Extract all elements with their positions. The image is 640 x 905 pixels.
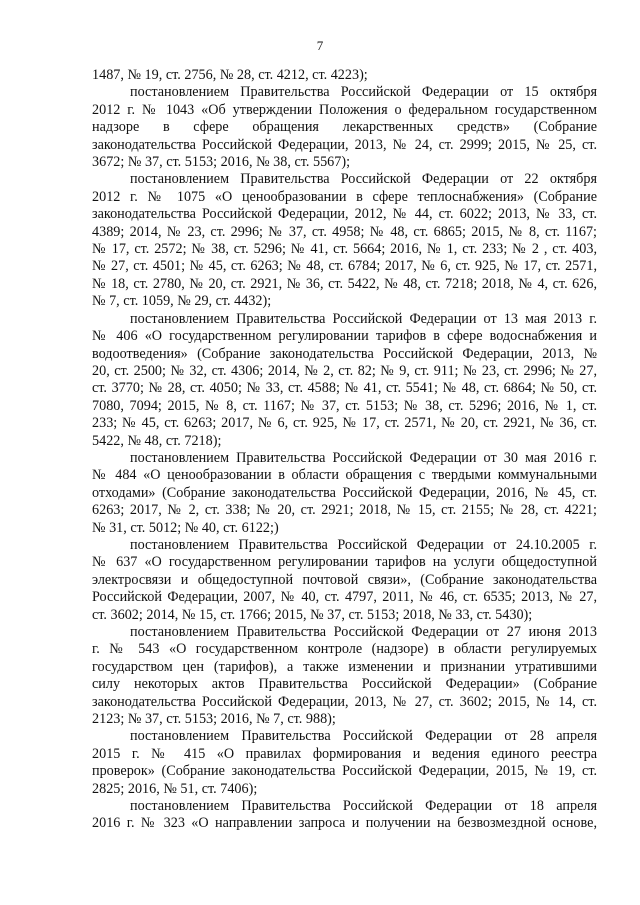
paragraph bbox=[92, 311, 597, 450]
text-line: водоотведения» (Собрание законодательства Российской Федерации, 2013, № bbox=[92, 345, 597, 362]
text-line: 2012 г. № 1043 «Об утверждении Положения о федеральном государственном bbox=[92, 101, 597, 118]
text-line: 2825; 2016, № 51, ст. 7406); bbox=[92, 780, 258, 797]
paragraph bbox=[92, 450, 597, 537]
text-line: 233; № 45, ст. 6263; 2017, № 6, ст. 925, № 17, ст. 2571, № 20, ст. 2921, № 36, ст. bbox=[92, 415, 597, 432]
text-line: № 17, ст. 2572; № 38, ст. 5296; № 41, ст. 5664; 2016, № 1, ст. 233; № 2 , ст. 403, bbox=[92, 241, 597, 258]
text-line: силу некоторых актов Правительства Российской Федерации» (Собрание bbox=[92, 676, 597, 693]
page-number: 7 bbox=[316, 38, 324, 53]
text-line: 4389; 2014, № 23, ст. 2996; № 37, ст. 4958; № 48, ст. 6865; 2015, № 8, ст. 1167; bbox=[92, 223, 597, 240]
text-line: № 7, ст. 1059, № 29, ст. 4432); bbox=[92, 293, 272, 310]
text-line: постановлением Правительства Российской Федерации от 30 мая 2016 г. bbox=[130, 449, 597, 466]
paragraph bbox=[92, 537, 597, 624]
text-line: Российской Федерации, 2007, № 40, ст. 4797, 2011, № 46, ст. 6535; 2013, № 27, bbox=[92, 589, 597, 606]
text-line: постановлением Правительства Российской Федерации от 15 октября bbox=[130, 84, 597, 101]
paragraph bbox=[92, 171, 597, 310]
text-line: 7080, 7094; 2015, № 8, ст. 1167; № 37, ст. 5153; № 38, ст. 5296; 2016, № 1, ст. bbox=[92, 397, 597, 414]
text-line: постановлением Правительства Российской Федерации от 13 мая 2013 г. bbox=[130, 310, 597, 327]
paragraph bbox=[92, 624, 597, 728]
text-line: № 637 «О государственном регулировании тарифов на услуги общедоступной bbox=[92, 554, 597, 571]
text-line: № 31, ст. 5012; № 40, ст. 6122;) bbox=[92, 519, 279, 536]
paragraph bbox=[92, 798, 597, 833]
text-line: 6263; 2017, № 2, ст. 338; № 20, ст. 2921; 2018, № 15, ст. 2155; № 28, ст. 4221; bbox=[92, 502, 597, 519]
text-line: постановлением Правительства Российской Федерации от 18 апреля bbox=[130, 798, 597, 815]
text-line: г. № 543 «О государственном контроле (надзоре) в области регулируемых bbox=[92, 641, 597, 658]
paragraph bbox=[92, 84, 597, 171]
document-body bbox=[92, 67, 597, 833]
text-line: 5422, № 48, ст. 7218); bbox=[92, 432, 222, 449]
text-line: электросвязи и общедоступной почтовой связи», (Собрание законодательства bbox=[92, 571, 597, 588]
text-line: постановлением Правительства Российской Федерации от 24.10.2005 г. bbox=[130, 536, 597, 553]
text-line: постановлением Правительства Российской Федерации от 27 июня 2013 bbox=[130, 624, 597, 640]
text-line: постановлением Правительства Российской Федерации от 22 октября bbox=[130, 171, 597, 188]
text-line: ст. 3602; 2014, № 15, ст. 1766; 2015, № 37, ст. 5153; 2018, № 33, ст. 5430); bbox=[92, 606, 533, 623]
text-line: постановлением Правительства Российской Федерации от 28 апреля bbox=[130, 728, 597, 745]
text-line: проверок» (Собрание законодательства Российской Федерации, 2015, № 19, ст. bbox=[92, 763, 597, 780]
text-line: 3672; № 37, ст. 5153; 2016, № 38, ст. 5567); bbox=[92, 154, 351, 171]
text-line: отходами» (Собрание законодательства Российской Федерации, 2016, № 45, ст. bbox=[92, 484, 597, 501]
text-line: № 27, ст. 4501; № 45, ст. 6263; № 48, ст. 6784; 2017, № 6, ст. 925, № 17, ст. 2571, bbox=[92, 258, 597, 275]
paragraph bbox=[92, 67, 597, 84]
text-line: № 18, ст. 2780, № 20, ст. 2921, № 36, ст. 5422, № 48, ст. 7218; 2018, № 4, ст. 626, bbox=[92, 275, 597, 292]
text-line: № 406 «О государственном регулировании тарифов в сфере водоснабжения и bbox=[92, 328, 597, 345]
text-line: 2123; № 37, ст. 5153; 2016, № 7, ст. 988); bbox=[92, 711, 336, 728]
text-line: законодательства Российской Федерации, 2013, № 24, ст. 2999; 2015, № 25, ст. bbox=[92, 136, 597, 153]
text-line: № 484 «О ценообразовании в области обращения с твердыми коммунальными bbox=[92, 467, 597, 484]
paragraph bbox=[92, 728, 597, 798]
text-line: 2015 г. № 415 «О правилах формирования и ведения единого реестра bbox=[92, 745, 597, 762]
text-line: государством цен (тарифов), а также изменении и признании утратившими bbox=[92, 658, 597, 675]
text-line: законодательства Российской Федерации, 2013, № 27, ст. 3602; 2015, № 14, ст. bbox=[92, 693, 597, 710]
text-line: ст. 3770; № 28, ст. 4050; № 33, ст. 4588; № 41, ст. 5541; № 48, ст. 6864; № 50, ст. bbox=[92, 380, 597, 397]
text-line: 20, ст. 2500; № 32, ст. 4306; 2014, № 2, ст. 82; № 9, ст. 911; № 23, ст. 2996; № 27, bbox=[92, 362, 597, 379]
text-line: 1487, № 19, ст. 2756, № 28, ст. 4212, ст. 4223); bbox=[92, 67, 368, 83]
text-line: законодательства Российской Федерации, 2012, № 44, ст. 6022; 2013, № 33, ст. bbox=[92, 206, 597, 223]
text-line: 2012 г. № 1075 «О ценообразовании в сфере теплоснабжения» (Собрание bbox=[92, 188, 597, 205]
text-line: надзоре в сфере обращения лекарственных средств» (Собрание bbox=[92, 119, 597, 136]
text-line: 2016 г. № 323 «О направлении запроса и получении на безвозмездной основе, bbox=[92, 815, 597, 832]
